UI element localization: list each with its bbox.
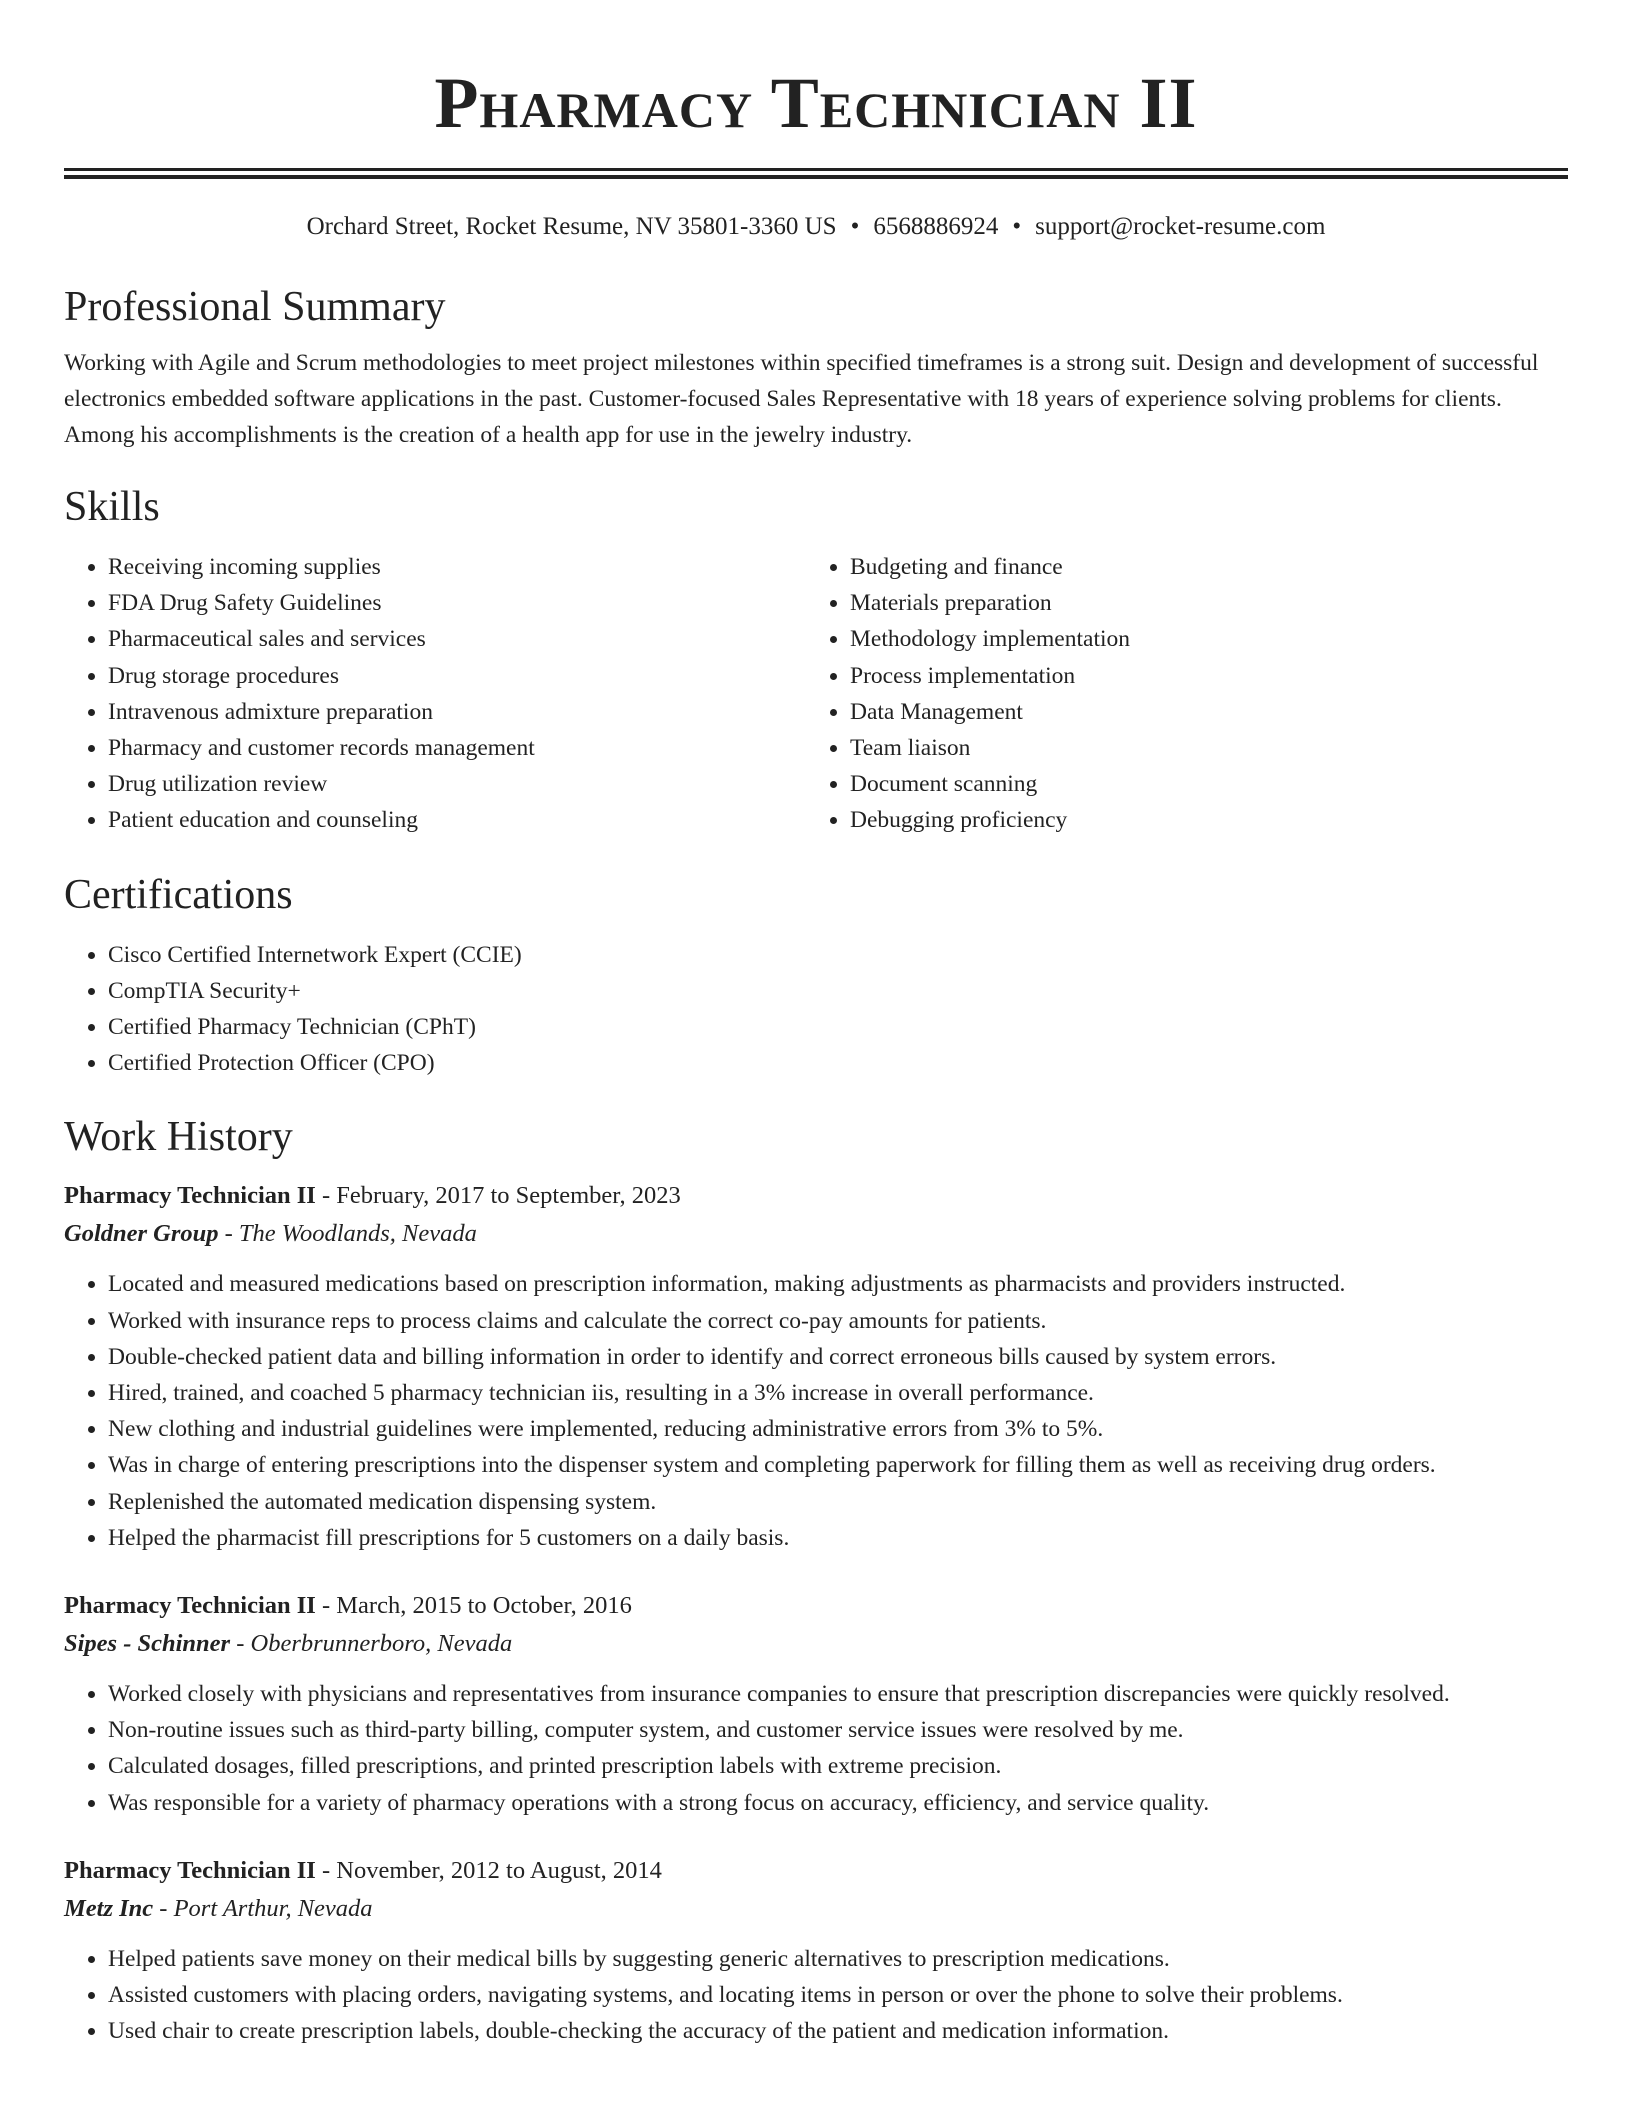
job-dates: - February, 2017 to September, 2023: [315, 1182, 681, 1210]
summary-section: [64, 281, 1568, 453]
company-name: Metz Inc: [64, 1894, 154, 1922]
contact-separator: •: [1012, 213, 1022, 240]
list-item: • Helped the pharmacist fill prescriptions for 5 customers on a daily basis.: [108, 1520, 1568, 1556]
list-item: • Located and measured medications based on prescription information, making adjustments as pharmacists and providers instructed.: [108, 1266, 1568, 1302]
job-duties-list: [64, 1266, 1568, 1556]
list-item: • Hired, trained, and coached 5 pharmacy technician iis, resulting in a 3% increase in overall performance.: [108, 1375, 1568, 1411]
certifications-list: [64, 937, 1568, 1082]
jobs-list: [64, 1177, 1568, 2049]
job-duties-list: [64, 1941, 1568, 2050]
job-title-line: [64, 1852, 1568, 1890]
list-item: • Pharmacy and customer records management: [108, 730, 806, 766]
list-item: • Was in charge of entering prescriptions into the dispenser system and completing paperwork for filling them as well as receiving drug orders.: [108, 1447, 1568, 1483]
list-item: • Team liaison: [850, 730, 1548, 766]
job-entry: [64, 1177, 1568, 1556]
list-item: • Intravenous admixture preparation: [108, 694, 806, 730]
list-item: • Non-routine issues such as third-party billing, computer system, and customer service issues were resolved by me.: [108, 1712, 1568, 1748]
skills-section: [64, 481, 1568, 839]
job-dates: - March, 2015 to October, 2016: [315, 1592, 632, 1620]
job-dates: - November, 2012 to August, 2014: [315, 1856, 662, 1884]
contact-address: Orchard Street, Rocket Resume, NV 35801-3360 US: [306, 213, 837, 240]
job-entry: [64, 1852, 1568, 2050]
contact-email: support@rocket-resume.com: [1035, 213, 1326, 240]
job-title-line: [64, 1177, 1568, 1215]
job-duties-list: [64, 1676, 1568, 1821]
list-item: • Pharmaceutical sales and services: [108, 621, 806, 657]
certifications-section: [64, 869, 1568, 1082]
resume-name: Pharmacy Technician II: [434, 63, 1198, 143]
list-item: • Debugging proficiency: [850, 802, 1548, 838]
list-item: • Process implementation: [850, 658, 1548, 694]
company-line: [64, 1215, 1568, 1253]
list-item: • Data Management: [850, 694, 1548, 730]
job-title: Pharmacy Technician II: [64, 1856, 316, 1884]
company-name: Sipes - Schinner: [64, 1630, 231, 1658]
contact-line: [64, 211, 1568, 243]
list-item: • Methodology implementation: [850, 621, 1548, 657]
header-divider: [64, 168, 1568, 179]
list-item: • Receiving incoming supplies: [108, 549, 806, 585]
list-item: • Calculated dosages, filled prescriptions, and printed prescription labels with extreme precision.: [108, 1748, 1568, 1784]
company-line: [64, 1890, 1568, 1928]
job-title: Pharmacy Technician II: [64, 1182, 316, 1210]
skills-heading: Skills: [64, 484, 160, 530]
list-item: • FDA Drug Safety Guidelines: [108, 585, 806, 621]
company-name: Goldner Group: [64, 1220, 219, 1248]
certifications-heading: Certifications: [64, 871, 293, 918]
job-title: Pharmacy Technician II: [64, 1592, 316, 1620]
summary-heading: Professional Summary: [64, 284, 446, 330]
list-item: • Helped patients save money on their medical bills by suggesting generic alternatives to prescription medications.: [108, 1941, 1568, 1977]
list-item: • Patient education and counseling: [108, 802, 806, 838]
list-item: • Used chair to create prescription labels, double-checking the accuracy of the patient and medication information.: [108, 2013, 1568, 2049]
list-item: • Replenished the automated medication dispensing system.: [108, 1484, 1568, 1520]
job-title-line: [64, 1587, 1568, 1625]
list-item: • CompTIA Security+: [108, 973, 1568, 1009]
company-location: - The Woodlands, Nevada: [218, 1220, 477, 1248]
company-location: - Oberbrunnerboro, Nevada: [230, 1630, 513, 1658]
list-item: • Drug storage procedures: [108, 658, 806, 694]
list-item: • Drug utilization review: [108, 766, 806, 802]
list-item: • Double-checked patient data and billing information in order to identify and correct erroneous bills caused by system errors.: [108, 1339, 1568, 1375]
list-item: • Budgeting and finance: [850, 549, 1548, 585]
list-item: • New clothing and industrial guidelines were implemented, reducing administrative errors from 3% to 5%.: [108, 1411, 1568, 1447]
work-history-heading: Work History: [64, 1114, 293, 1161]
skills-list-right: [806, 549, 1548, 839]
company-line: [64, 1625, 1568, 1663]
list-item: • Materials preparation: [850, 585, 1548, 621]
list-item: • Worked with insurance reps to process claims and calculate the correct co-pay amounts for patients.: [108, 1303, 1568, 1339]
list-item: • Cisco Certified Internetwork Expert (CCIE): [108, 937, 1568, 973]
list-item: • Certified Pharmacy Technician (CPhT): [108, 1009, 1568, 1045]
skills-columns: [64, 549, 1568, 839]
summary-text: Working with Agile and Scrum methodologies to meet project milestones within specified timeframes is a strong suit. Design and development of successful electronics embedded software applications in the past. Customer-focused Sales Representative with 18 years of experience solving problems for clients. Among his accomplishments is the creation of a health app for use in the jewelry industry.: [64, 350, 1539, 448]
list-item: • Document scanning: [850, 766, 1548, 802]
list-item: • Worked closely with physicians and representatives from insurance companies to ensure that prescription discrepancies were quickly resolved.: [108, 1676, 1568, 1712]
list-item: • Assisted customers with placing orders, navigating systems, and locating items in person or over the phone to solve their problems.: [108, 1977, 1568, 2013]
skills-list-left: [64, 549, 806, 839]
job-entry: [64, 1587, 1568, 1821]
list-item: • Certified Protection Officer (CPO): [108, 1045, 1568, 1081]
contact-separator: •: [850, 213, 860, 240]
contact-phone: 6568886924: [873, 213, 999, 240]
work-history-section: [64, 1111, 1568, 2049]
list-item: • Was responsible for a variety of pharmacy operations with a strong focus on accuracy, efficiency, and service quality.: [108, 1785, 1568, 1821]
company-location: - Port Arthur, Nevada: [153, 1894, 373, 1922]
